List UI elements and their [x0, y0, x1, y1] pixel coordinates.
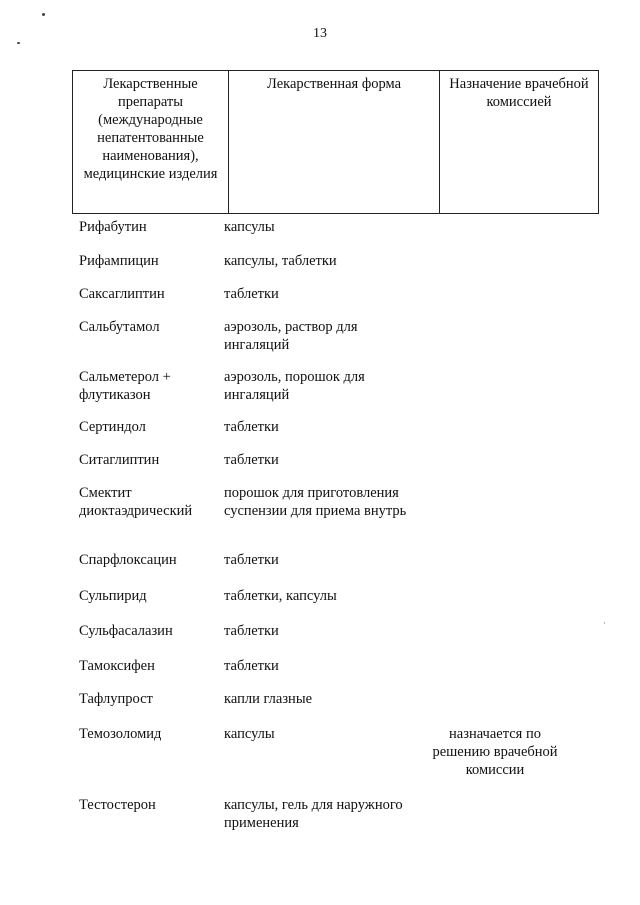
drug-name: Сальметерол + флутиказон: [79, 369, 171, 403]
header-drugs: Лекарственные препараты (международные непатентованные наименования), медицинские изделия: [73, 71, 229, 214]
dosage-form: таблетки: [224, 552, 279, 568]
dosage-form: таблетки, капсулы: [224, 588, 337, 604]
drug-name: Сульпирид: [79, 588, 147, 604]
dosage-form: капсулы, таблетки: [224, 253, 337, 269]
dosage-form: порошок для приготовления суспензии для приема внутрь: [224, 485, 407, 519]
dosage-form: капли глазные: [224, 691, 312, 707]
drug-name: Сульфасалазин: [79, 623, 173, 639]
drug-name: Темозоломид: [79, 726, 162, 742]
dosage-form: таблетки: [224, 623, 279, 639]
drug-name: Сальбутамол: [79, 319, 160, 335]
drug-name: Тестостерон: [79, 797, 156, 813]
drug-name: Сертиндол: [79, 419, 146, 435]
header-commission: Назначение врачебной комиссией: [440, 71, 599, 214]
dosage-form: таблетки: [224, 452, 279, 468]
drug-name: Рифампицин: [79, 253, 159, 269]
page-number: 13: [313, 26, 327, 41]
header-dosage-form: Лекарственная форма: [229, 71, 440, 214]
drug-name: Саксаглиптин: [79, 286, 165, 302]
commission-note: назначается по решению врачебной комиссии: [432, 726, 558, 778]
drug-name: Спарфлоксацин: [79, 552, 177, 568]
drug-name: Смектит диоктаэдрический: [79, 485, 193, 519]
drug-name: Рифабутин: [79, 219, 147, 235]
drug-name: Тамоксифен: [79, 658, 155, 674]
dosage-form: капсулы: [224, 219, 275, 235]
dosage-form: капсулы, гель для наружного применения: [224, 797, 403, 831]
dosage-form: таблетки: [224, 658, 279, 674]
dosage-form: таблетки: [224, 419, 279, 435]
dosage-form: таблетки: [224, 286, 279, 302]
dosage-form: капсулы: [224, 726, 275, 742]
dosage-form: аэрозоль, раствор для ингаляций: [224, 319, 358, 353]
drug-name: Ситаглиптин: [79, 452, 160, 468]
drug-name: Тафлупрост: [79, 691, 153, 707]
dosage-form: аэрозоль, порошок для ингаляций: [224, 369, 365, 403]
